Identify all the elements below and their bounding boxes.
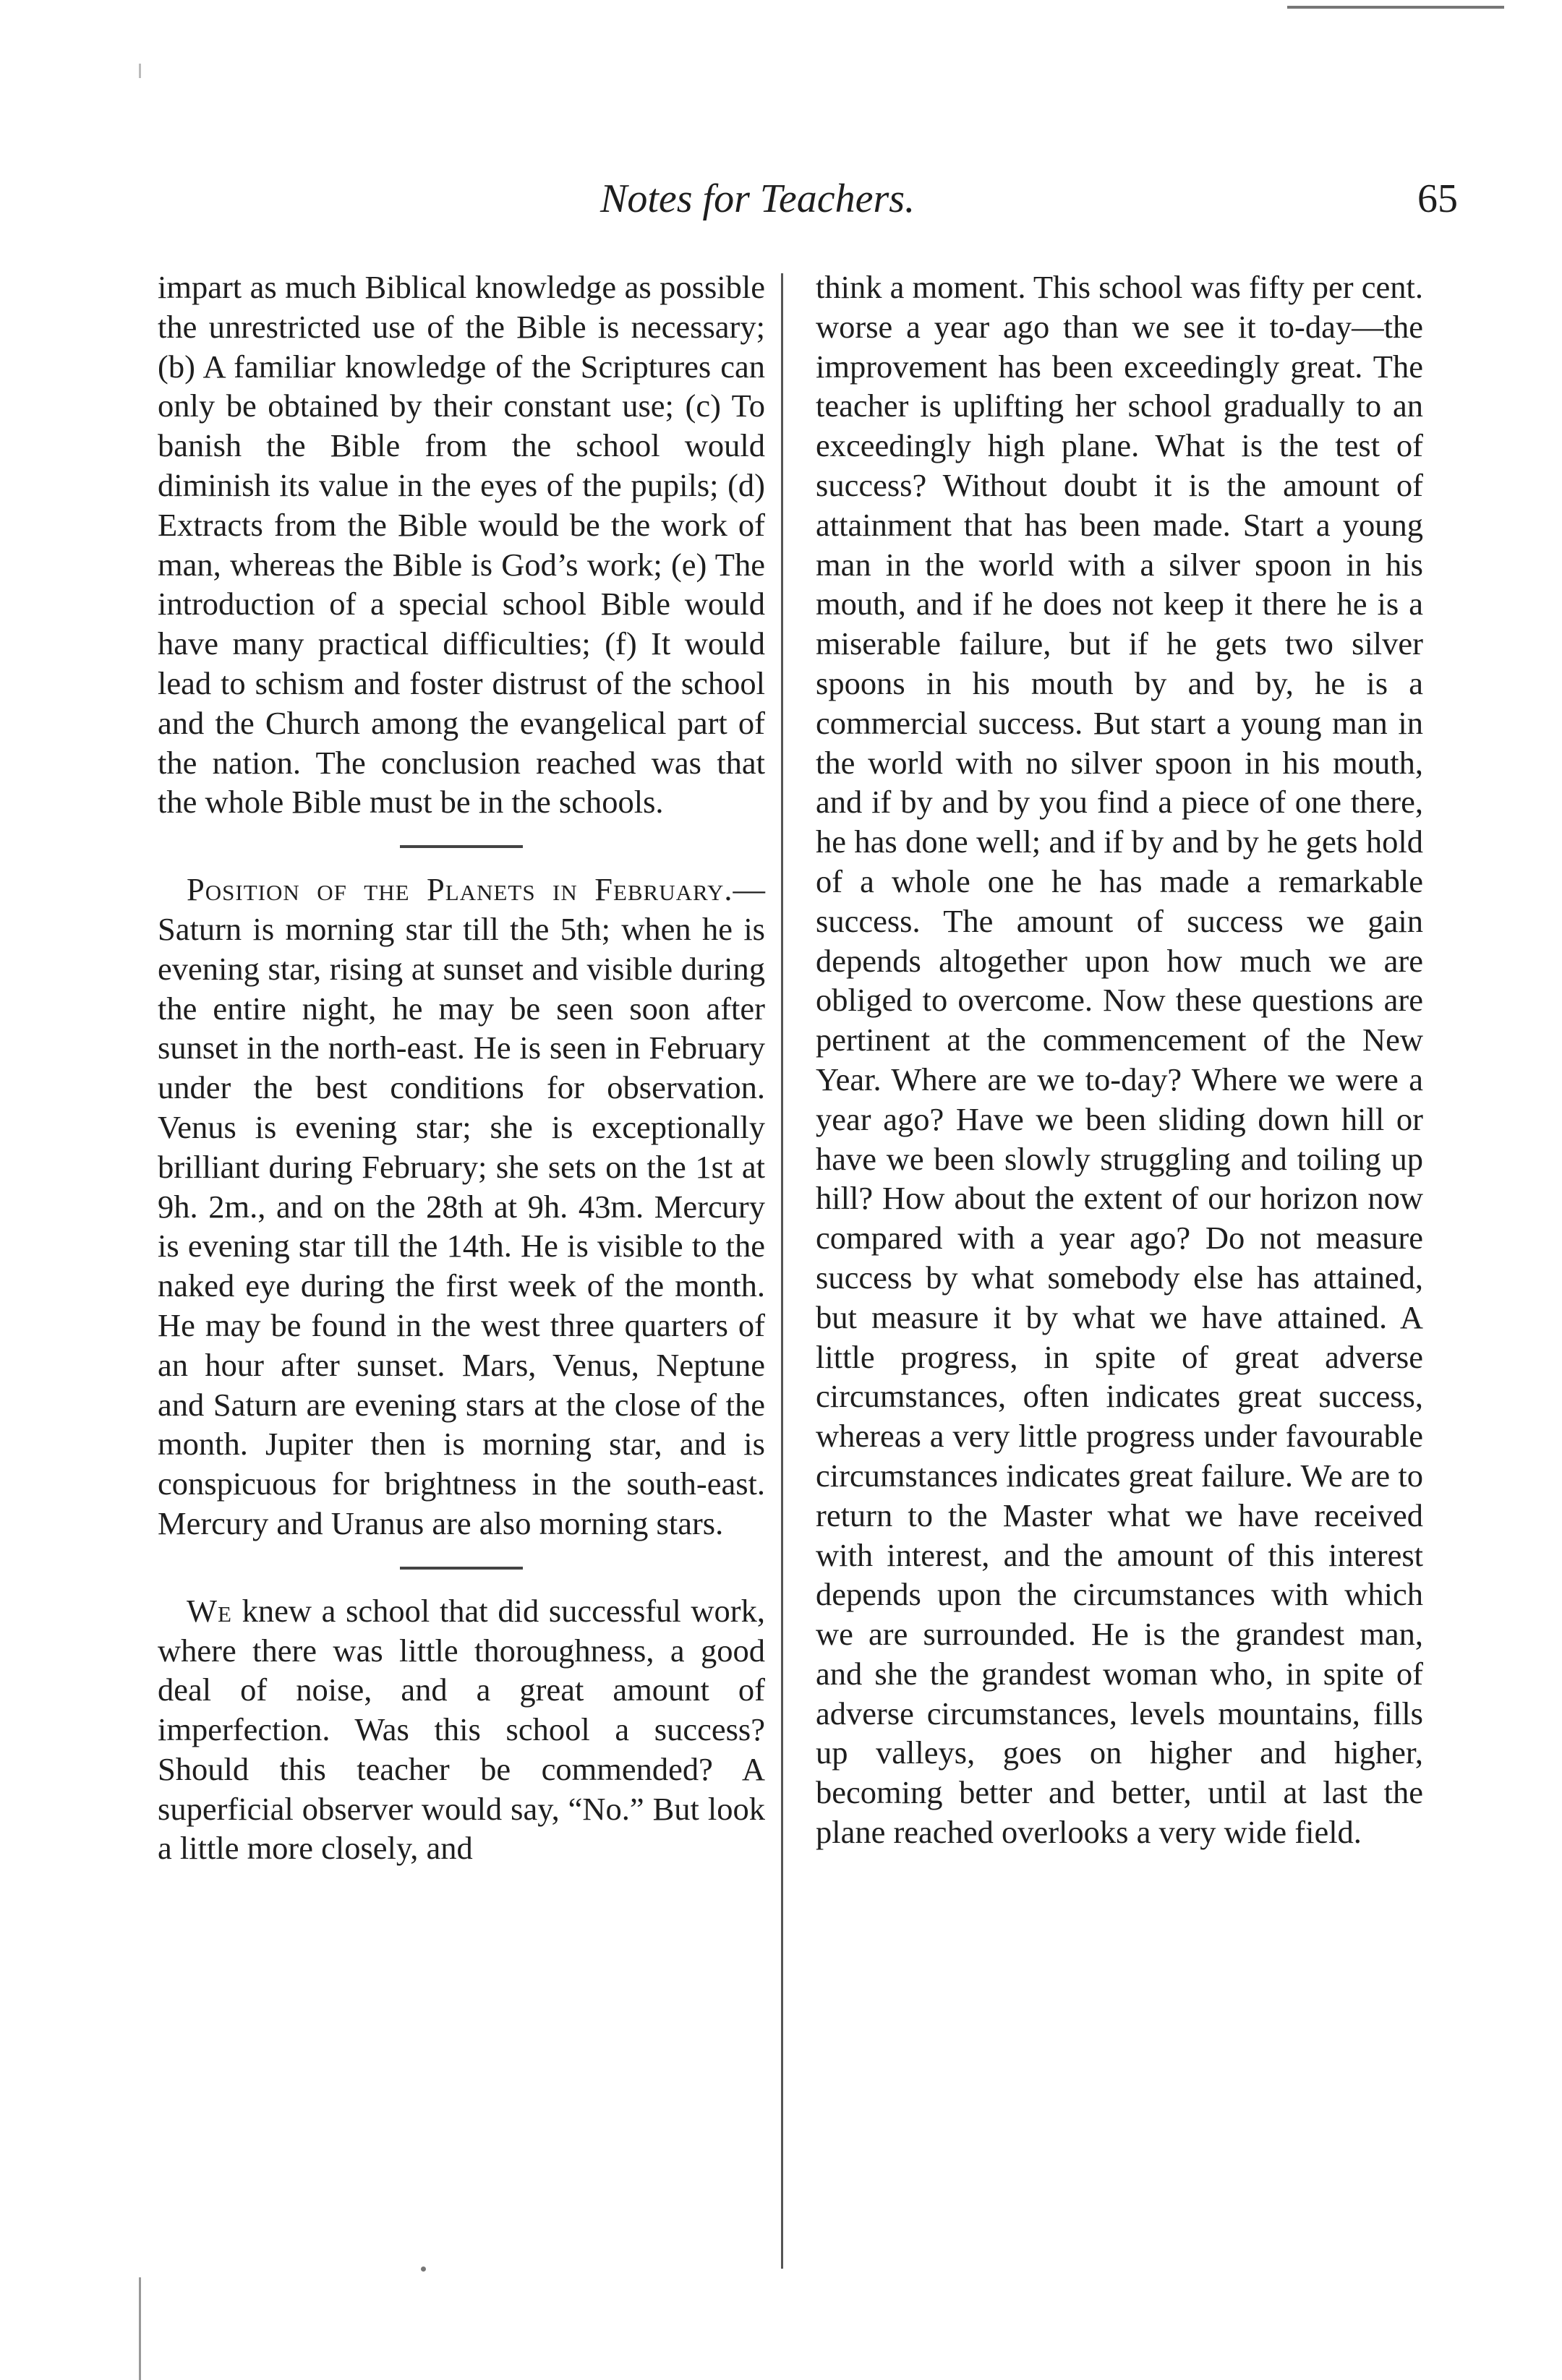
ink-dot [421, 2266, 426, 2272]
section-separator [400, 1567, 523, 1570]
success-paragraph: think a moment. This school was fifty per cent. worse a year ago than we see it to-day—the improvement has been exceedingly great. The teacher is uplifting her school gradually to an exceedingly high plane. What is the test of success? Without doubt it is the amount of attainment that has been made. Start a young man in the world with a silver spoon in his mouth, and if he does not keep it there he is a miserable failure, but if he gets two silver spoons in his mouth by and by, he is a commercial success. But start a young man in the world with no silver spoon in his mouth, and if by and by you find a piece of one there, he has done well; and if by and by he gets hold of a whole one he has made a remarkable success. The amount of success we gain depends altogether upon how much we are obliged to overcome. Now these questions are pertinent at the commencement of the New Year. Where are we to-day? Where we were a year ago? Have we been sliding down hill or have we been slowly struggling and toiling up hill? How about the extent of our horizon now compared with a year ago? Do not measure success by what somebody else has attained, but measure it by what we have attained. A little progress, in spite of great adverse circumstances, often indicates great success, whereas a very little progress under favourable circumstances indicates great failure. We are to return to the Master what we have received with interest, and the amount of this interest depends upon the circumstances with which we are surrounded. He is the grandest man, and she the grandest woman who, in spite of adverse circumstances, levels mountains, fills up valleys, goes on higher and higher, becoming better and better, until at last the plane reached overlooks a very wide field. [816, 269, 1423, 1851]
column-divider [781, 273, 783, 2269]
page-number: 65 [1417, 176, 1458, 221]
running-title: Notes for Teachers. [600, 176, 916, 221]
bible-paragraph: impart as much Biblical knowledge as possible the unrestricted use of the Bible is necessary; (b) A familiar knowledge of the Scriptures can only be obtained by their constant use; (c) To banish the Bible from the school would diminish its value in the eyes of the pupils; (d) Extracts from the Bible would be the work of man, whereas the Bible is God’s work; (e) The introduction of a special school Bible would have many practical difficulties; (f) It would lead to schism and foster distrust of the school and the Church among the evangelical part of the nation. The conclusion reached was that the whole Bible must be in the schools. [158, 269, 765, 821]
school-text: knew a school that did successful work, where there was little thoroughness, a good deal of noise, and a great amount of imperfection. Was this school a success? Should this teacher be commended? A superficial observer would say, “No.” But look a little more closely, and [158, 1592, 765, 1867]
school-paragraph [158, 1591, 765, 1869]
scan-edge-mark-top [139, 64, 141, 78]
planets-text: —Saturn is morning star till the 5th; when he is evening star, rising at sunset and visible during the entire night, he may be seen soon after sunset in the north-east. He is seen in February under the best conditions for observation. Venus is evening star; she is exceptionally brilliant during February; she sets on the 1st at 9h. 2m., and on the 28th at 9h. 43m. Mercury is evening star till the 14th. He is visible to the naked eye during the first week of the month. He may be found in the west three quarters of an hour after sunset. Mars, Venus, Neptune and Saturn are evening stars at the close of the month. Jupiter then is morning star, and is conspicuous for brightness in the south-east. Mercury and Uranus are also morning stars. [158, 871, 765, 1541]
planets-heading: Position of the Planets in February. [187, 871, 733, 908]
top-edge-rule [1287, 6, 1504, 9]
section-separator [400, 845, 523, 848]
running-head [0, 174, 1562, 239]
school-lead-word: We [187, 1592, 232, 1629]
left-column [158, 267, 765, 1868]
planets-paragraph [158, 870, 765, 1544]
scan-edge-mark-bottom [139, 2277, 141, 2380]
right-column [816, 267, 1423, 1852]
